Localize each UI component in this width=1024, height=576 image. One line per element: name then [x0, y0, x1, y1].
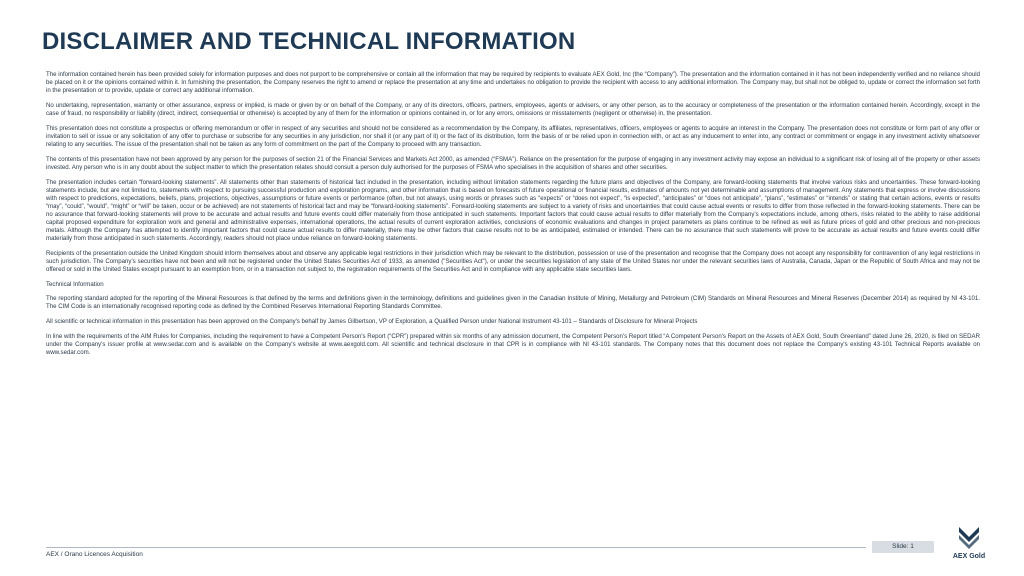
- company-logo: [944, 524, 994, 564]
- page-title: DISCLAIMER AND TECHNICAL INFORMATION: [42, 28, 576, 55]
- disclaimer-body: [46, 71, 980, 364]
- paragraph-cpr: In line with the requirements of the AIM Rules for Companies, including the requirement to have a Competent Person's Report (“CPR”) prepared within six months of any admission document, the Competent Person's Report titled “A Competent Person's Report on the Assets of AEX Gold, South Greenland” dated June 26, 2020, is filed on SEDAR under the Company's issuer profile at www.sedar.com and is available on the Company's website at www.aexgold.com. All scientific and technical disclosure in that CPR is in compliance with NI 43-101 standards. The Company notes that this document does not replace the Company's existing 43-101 Technical Reports available on www.sedar.com.: [46, 333, 980, 356]
- paragraph-intro: The information contained herein has been provided solely for information purposes and does not purport to be comprehensive or contain all the information that may be required by recipients to evaluate AEX Gold, Inc (the “Company”). The presentation and the information contained in it has not been independently verified and no reliance should be placed on it or the opinions contained within it. In furnishing the presentation, the Company reserves the right to amend or replace the presentation at any time and undertakes no obligation to provide the recipient with access to any additional information. The Company may, but shall not be obliged to, update or correct the information set forth in the presentation or to provide, update or correct any additional information.: [46, 71, 980, 94]
- paragraph-recipients: Recipients of the presentation outside the United Kingdom should inform themselves about and observe any applicable legal restrictions in their jurisdiction which may be relevant to the distribution, possession or use of the presentation and recognise that the Company does not accept any responsibility for contravention of any legal restrictions in such jurisdiction. The Company’s securities have not been and will not be registered under the United States Securities Act of 1933, as amended ("Securities Act"), or under the securities legislation of any state of the United States nor under the relevant securities laws of Australia, Canada, Japan or the Republic of South Africa and may not be offered or sold in the United States except pursuant to an exemption from, or in a transaction not subject to, the registration requirements of the Securities Act and in compliance with any applicable state securities laws.: [46, 250, 980, 273]
- logo-text: AEX Gold: [952, 553, 986, 560]
- paragraph-not-prospectus: This presentation does not constitute a prospectus or offering memorandum or offer in respect of any securities and should not be considered as a recommendation by the Company, its affiliates, representatives, officers, employees or agents to acquire an interest in the Company. The presentation does not constitute or form part of any offer or invitation to sell or issue or any solicitation of any offer to purchase or subscribe for any securities in any jurisdiction, nor shall it (or any part of it) or the fact of its distribution, form the basis of or be relied upon in connection with, or act as any inducement to enter into, any contract or commitment or engage in any investment activity whatsoever relating to any securities. The issue of the presentation shall not be taken as any form of commitment on the part of the Company to proceed with any transaction.: [46, 125, 980, 148]
- paragraph-fsma: The contents of this presentation have not been approved by any person for the purposes of section 21 of the Financial Services and Markets Act 2000, as amended (“FSMA”). Reliance on the presentation for the purpose of engaging in any investment activity may expose an individual to a significant risk of losing all of the property or other assets invested. Any person who is in any doubt about the subject matter to which the presentation relates should consult a person duly authorised for the purposes of FSMA who specialises in the acquisition of shares and other securities.: [46, 156, 980, 171]
- footer-divider: [46, 547, 866, 548]
- paragraph-forward-looking: The presentation includes certain “forward-looking statements”. All statements other than statements of historical fact included in the presentation, including without limitation statements regarding the future plans and objectives of the Company, are forward-looking statements that involve various risks and uncertainties. These forward-looking statements include, but are not limited to, statements with respect to pursuing successful production and exploration programs, and other information that is based on forecasts of future operational or financial results, estimates of amounts not yet determinable and assumptions of management. Any statements that express or involve discussions with respect to predictions, expectations, beliefs, plans, projections, objectives, assumptions or future events or performance (often, but not always, using words or phrases such as “expects” or “does not expect”, “is expected”, “anticipates” or “does not anticipate”, “plans”, “estimates” or “intends” or stating that certain actions, events or results “may”, “could”, “would”, “might” or “will” be taken, occur or be achieved) are not statements of historical fact and may be “forward-looking statements”. Forward-looking statements are subject to a variety of risks and uncertainties that could cause actual events or results to differ from those reflected in the forward-looking statements. There can be no assurance that forward-looking statements will prove to be accurate and actual results and future events could differ materially from those anticipated in such statements. Important factors that could cause actual results to differ materially from the Company’s expectations include, among others, risks related to the ability to raise additional capital proposed expenditure for exploration work and general and administrative expenses, international operations, the actual results of current exploration activities, conclusions of economic evaluations and changes in project parameters as plans continue to be refined as well as future prices of gold and other precious and non-precious metals. Although the Company has attempted to identify important factors that could cause actual results to differ materially, there may be other factors that cause results not to be as anticipated, estimated or intended. There can be no assurance that such statements will prove to be accurate as actual results and future events could differ materially from those anticipated in such statements. Accordingly, readers should not place undue reliance on forward-looking statements.: [46, 179, 980, 242]
- slide-number-badge: Slide: 1: [872, 541, 934, 553]
- footer-project-name: AEX / Orano Licences Acquisition: [46, 551, 143, 558]
- paragraph-qualified-person: All scientific or technical information in this presentation has been approved on the Company's behalf by James Gilbertson, VP of Exploration, a Qualified Person under National Instrument 43-101 – Standards of Disclosure for Mineral Projects: [46, 318, 698, 325]
- paragraph-no-warranty: No undertaking, representation, warranty or other assurance, express or implied, is made or given by or on behalf of the Company, or any of its directors, officers, partners, employees, agents or advisers, or any other person, as to the accuracy or completeness of the presentation or the information contained herein. Accordingly, except in the case of fraud, no responsibility or liability (direct, indirect, consequential or otherwise) is accepted by any of them for the information or opinions contained in, or for any errors, omissions or misstatements (negligent or otherwise) in, the presentation.: [46, 102, 980, 117]
- aex-logo-icon: [956, 524, 982, 550]
- paragraph-reporting-standard: The reporting standard adopted for the reporting of the Mineral Resources is that defined by the terms and definitions given in the terminology, definitions and guidelines given in the Canadian Institute of Mining, Metallurgy and Petroleum (CIM) Standards on Mineral Resources and Mineral Reserves (December 2014) as required by NI 43-101. The CIM Code is an internationally recognised reporting code as defined by the Combined Reserves International Reporting Standards Committee.: [46, 295, 980, 310]
- technical-information-heading: Technical Information: [46, 281, 104, 288]
